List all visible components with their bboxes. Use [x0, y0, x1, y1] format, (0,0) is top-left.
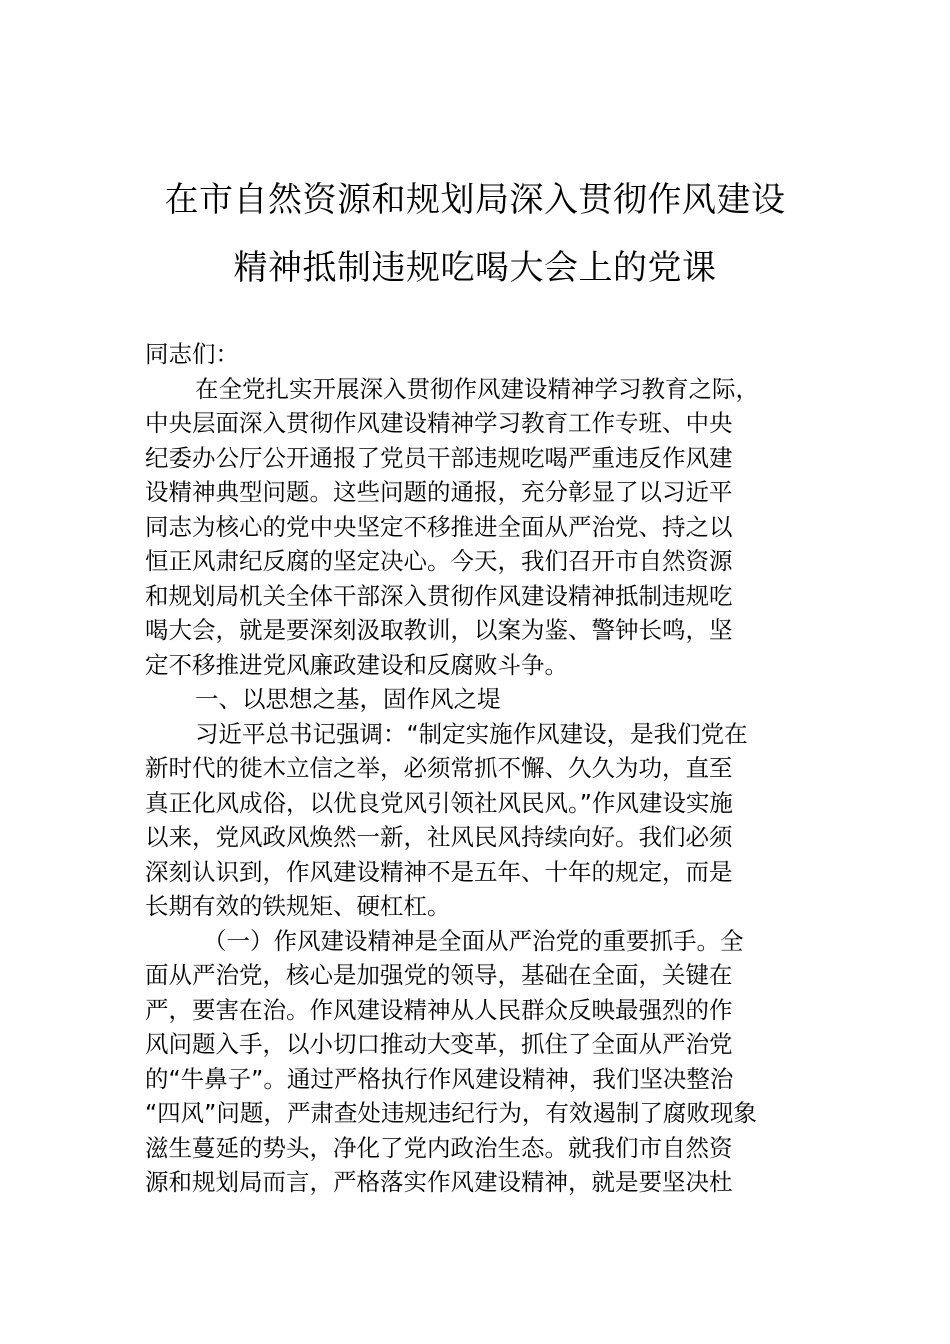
section-heading: 一、以思想之基，固作风之堤: [195, 685, 501, 713]
subsection-line: （一）作风建设精神是全面从严治党的重要抓手。全: [203, 926, 744, 955]
paragraph-line: 喝大会，就是要深刻汲取教训，以案为鉴、警钟长鸣，坚: [145, 616, 733, 644]
paragraph-line: 风问题入手，以小切口推动大变革，抓住了全面从严治党: [145, 1030, 733, 1058]
document-title-line-2: 精神抵制违规吃喝大会上的党课: [233, 248, 717, 288]
paragraph-line: 中央层面深入贯彻作风建设精神学习教育工作专班、中央: [145, 409, 733, 437]
paragraph-line: 的“牛鼻子”。通过严格执行作风建设精神，我们坚决整治: [145, 1064, 734, 1093]
paragraph-line: 和规划局机关全体干部深入贯彻作风建设精神抵制违规吃: [145, 581, 733, 610]
paragraph-line: 面从严治党，核心是加强党的领导，基础在全面，关键在: [145, 961, 733, 989]
document-title-line-1: 在市自然资源和规划局深入贯彻作风建设: [164, 180, 786, 220]
paragraph-line: “四风”问题，严肃查处违规违纪行为，有效遏制了腐败现象: [145, 1099, 757, 1127]
document-body: [145, 337, 810, 1200]
paragraph-line: 源和规划局而言，严格落实作风建设精神，就是要坚决杜: [145, 1168, 733, 1196]
paragraph-line: 在全党扎实开展深入贯彻作风建设精神学习教育之际，: [195, 374, 759, 403]
paragraph-line: 长期有效的铁规矩、硬杠杠。: [145, 892, 451, 920]
paragraph-line: 恒正风肃纪反腐的坚定决心。今天，我们召开市自然资源: [145, 547, 733, 575]
paragraph-line: 新时代的徙木立信之举，必须常抓不懈、久久为功，直至: [145, 754, 733, 782]
paragraph-line: 同志为核心的党中央坚定不移推进全面从严治党、持之以: [145, 512, 733, 541]
paragraph-line: 纪委办公厅公开通报了党员干部违规吃喝严重违反作风建: [145, 443, 733, 472]
paragraph-line: 严，要害在治。作风建设精神从人民群众反映最强烈的作: [145, 995, 733, 1024]
salutation: 同志们：: [145, 340, 239, 368]
paragraph-line: 设精神典型问题。这些问题的通报，充分彰显了以习近平: [145, 478, 733, 506]
paragraph-line: 定不移推进党风廉政建设和反腐败斗争。: [145, 650, 568, 679]
paragraph-line: 滋生蔓延的势头，净化了党内政治生态。就我们市自然资: [145, 1133, 733, 1162]
paragraph-line: 以来，党风政风焕然一新，社风民风持续向好。我们必须: [145, 823, 733, 851]
paragraph-line: 习近平总书记强调：“制定实施作风建设，是我们党在: [195, 719, 748, 748]
paragraph-line: 深刻认识到，作风建设精神不是五年、十年的规定，而是: [145, 857, 733, 886]
paragraph-line: 真正化风成俗，以优良党风引领社风民风。”作风建设实施: [145, 788, 733, 817]
